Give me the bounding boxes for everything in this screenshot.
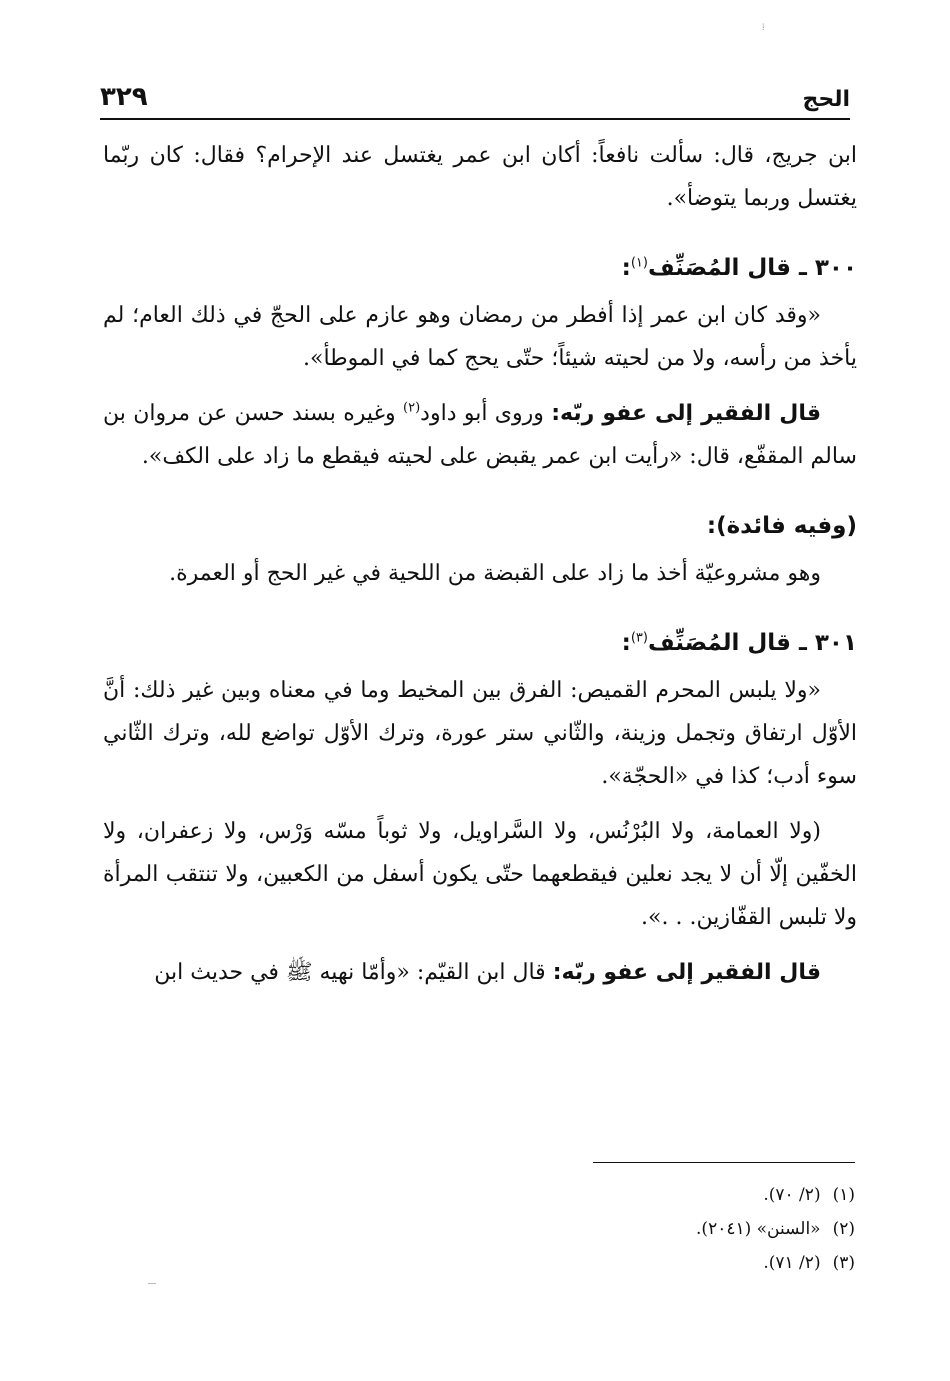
heading-colon: : xyxy=(621,255,631,281)
comment-lead: قال الفقير إلى عفو ربّه: xyxy=(551,401,821,426)
footnote-text: «السنن» (٢٠٤١). xyxy=(696,1219,821,1239)
heading-colon: : xyxy=(621,630,631,656)
section-300-comment xyxy=(103,392,857,478)
benefit-heading: (وفيه فائدة): xyxy=(706,513,857,539)
footnote-text: (٢/ ٧٠). xyxy=(763,1185,821,1205)
footnote-rule xyxy=(593,1162,855,1163)
footnote-text: (٢/ ٧١). xyxy=(763,1253,821,1273)
footnote-1 xyxy=(696,1178,855,1212)
section-300-heading xyxy=(103,248,857,288)
footnote-2 xyxy=(696,1212,855,1246)
comment-text: قال ابن القيّم: «وأمّا نهيه ﷺ في حديث ابن xyxy=(154,960,553,985)
footnotes xyxy=(696,1178,855,1280)
page-number: ٣٢٩ xyxy=(100,82,148,112)
comment-part-2: وغيره بسند حسن عن مروان بن سالم المقفّع، قال: «رأيت ابن عمر يقبض على لحيته فيقطع ما زاد على الكف». xyxy=(103,401,857,469)
footnote-number: (٣) xyxy=(832,1253,855,1273)
intro-paragraph: ابن جريج، قال: سألت نافعاً: أكان ابن عمر يغتسل عند الإحرام؟ فقال: كان ربّما يغتسل وربما يتوضأ». xyxy=(103,143,857,211)
running-header xyxy=(100,72,850,112)
section-301-quote-1: «ولا يلبس المحرم القميص: الفرق بين المخيط وما في معناه وبين غير ذلك: أنَّ الأوّل ارتفاق وتجمل وزينة، والثّاني ستر عورة، وترك الأوّل تواضع لله، وترك الثّاني سوء أدب؛ كذا في «الحجّة». xyxy=(103,678,857,789)
header-rule xyxy=(100,118,850,120)
footnote-ref-3: (٣) xyxy=(630,630,648,646)
footnote-number: (٢) xyxy=(832,1219,855,1239)
footnote-number: (١) xyxy=(832,1185,855,1205)
footnote-ref-1: (١) xyxy=(630,255,648,271)
section-300-heading-text: ٣٠٠ ـ قال المُصَنِّف xyxy=(647,255,857,281)
comment-part-1: وروى أبو داود xyxy=(420,401,552,426)
footnote-3 xyxy=(696,1246,855,1280)
main-text xyxy=(103,134,857,994)
section-301-heading xyxy=(103,623,857,663)
comment-lead: قال الفقير إلى عفو ربّه: xyxy=(552,960,821,985)
section-301-quote-2: (ولا العمامة، ولا البُرْنُس، ولا السَّراويل، ولا ثوباً مسّه وَرْس، ولا زعفران، ولا الخفّين إلّا أن لا يجد نعلين فيقطعهما حتّى يكون أسفل من الكعبين، ولا تنتقب المرأة ولا تلبس القفّازين. . .». xyxy=(103,819,857,930)
footnote-ref-2: (٢) xyxy=(403,400,421,416)
section-300-quote: «وقد كان ابن عمر إذا أفطر من رمضان وهو عازم على الحجّ في ذلك العام؛ لم يأخذ من رأسه، ولا من لحيته شيئاً؛ حتّى يحج كما في الموطأ». xyxy=(103,303,857,371)
scan-mark: ⁞ xyxy=(762,23,765,33)
section-301-comment xyxy=(103,951,857,994)
section-301-heading-text: ٣٠١ ـ قال المُصَنِّف xyxy=(647,630,857,656)
benefit-text: وهو مشروعيّة أخذ ما زاد على القبضة من اللحية في غير الحج أو العمرة. xyxy=(169,561,821,586)
scan-speck xyxy=(148,1283,156,1284)
section-title: الحج xyxy=(802,87,850,112)
